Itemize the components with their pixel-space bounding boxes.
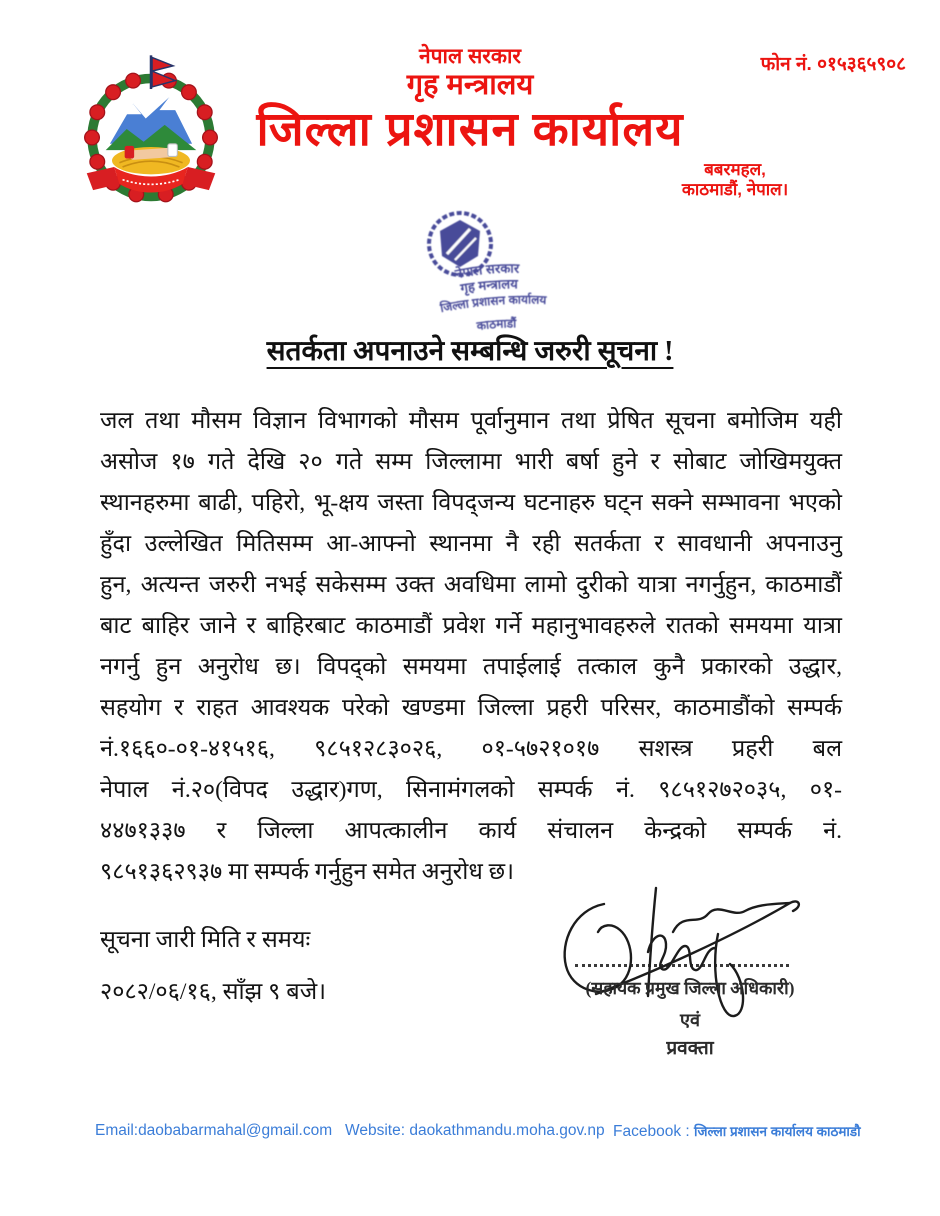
title-row (0, 331, 940, 369)
body-line: नेपाल नं.२०(विपद उद्धार)गण, सिनामंगलको सम्पर्क नं. ९८५१२७२०३५, ०१- (100, 777, 842, 803)
office-stamp-seal (396, 202, 606, 338)
stamp-line-4: काठमाडौं (475, 316, 517, 334)
body-line: बाट बाहिर जाने र बाहिरबाट काठमाडौं प्रवेश गर्ने महानुभावहरुले रातको समयमा यात्रा (100, 613, 842, 639)
body-line: स्थानहरुमा बाढी, पहिरो, भू-क्षय जस्ता विपद्जन्य घटनाहरु घट्न सक्ने सम्भावना भएको (100, 490, 842, 516)
address-line-1: बबरमहल, (704, 160, 766, 179)
footer-facebook (613, 1122, 861, 1141)
office-name: जिल्ला प्रशासन कार्यालय (256, 102, 684, 155)
svg-text:जिल्ला प्रशासन कार्यालय (438, 293, 548, 316)
signatory-role: प्रवक्ता (666, 1038, 714, 1059)
ministry-name: गृह मन्त्रालय (406, 69, 534, 101)
body-line: असोज १७ गते देखि २० गते सम्म जिल्लामा भारी बर्षा हुने र सोबाट जोखिमयुक्त (100, 449, 842, 475)
issued-datetime-value: २०८२/०६/१६, साँझ ९ बजे। (100, 979, 327, 1005)
phone-number: फोन नं. ०१५३६५९०८ (760, 54, 906, 75)
footer-website: Website: daokathmandu.moha.gov.np (345, 1122, 605, 1139)
stamp-line-1: नेपाल सरकार (453, 260, 520, 282)
signatory-conjunction: एवं (680, 1010, 700, 1030)
body-line: ४४७१३३७ र जिल्ला आपत्कालीन कार्य संचालन केन्द्रको सम्पर्क नं. (100, 818, 842, 844)
government-name: नेपाल सरकार (418, 45, 522, 68)
stamp-line-3: जिल्ला प्रशासन कार्यालय (439, 292, 547, 316)
stamp-line-2: गृह मन्त्रालय (459, 276, 518, 296)
issued-datetime-label: सूचना जारी मिति र समयः (100, 927, 311, 953)
notice-title: सतर्कता अपनाउने सम्बन्धि जरुरी सूचना ! (266, 336, 674, 367)
body-line: हुन, अत्यन्त जरुरी नभई सकेसम्म उक्त अवधिमा लामो दुरीको यात्रा नगर्नुहुन, काठमाडौं (100, 572, 842, 598)
body-line: ९८५१३६२९३७ मा सम्पर्क गर्नुहुन समेत अनुरोध छ। (100, 859, 515, 885)
address-line-2: काठमाडौं, नेपाल। (681, 180, 789, 199)
body-line: सहयोग र राहत आवश्यक परेको खण्डमा जिल्ला प्रहरी परिसर, काठमाडौंको सम्पर्क (100, 695, 842, 721)
signatory-designation: (सहायक प्रमुख जिल्ला अधिकारी) (585, 978, 795, 998)
footer-facebook-page-name: जिल्ला प्रशासन कार्यालय काठमाडौ (694, 1124, 861, 1139)
notice-body (100, 401, 842, 893)
footer-facebook-label: Facebook : (613, 1123, 694, 1140)
signature-dotted-line (575, 952, 789, 967)
office-address (625, 160, 845, 200)
body-line: नगर्नु हुन अनुरोध छ। विपद्को समयमा तपाईलाई तत्काल कुनै प्रकारको उद्धार, (100, 654, 842, 680)
footer-email: Email:daobabarmahal@gmail.com (95, 1122, 333, 1139)
body-line: नं.१६६०-०१-४१५१६, ९८५१२८३०२६, ०१-५७२१०१७ सशस्त्र प्रहरी बल (100, 736, 842, 762)
body-line: जल तथा मौसम विज्ञान विभागको मौसम पूर्वानुमान तथा प्रेषित सूचना बमोजिम यही (100, 408, 842, 434)
body-line: हुँदा उल्लेखित मितिसम्म आ-आफ्नो स्थानमा नै रही सतर्कता र सावधानी अपनाउनु (100, 531, 842, 557)
